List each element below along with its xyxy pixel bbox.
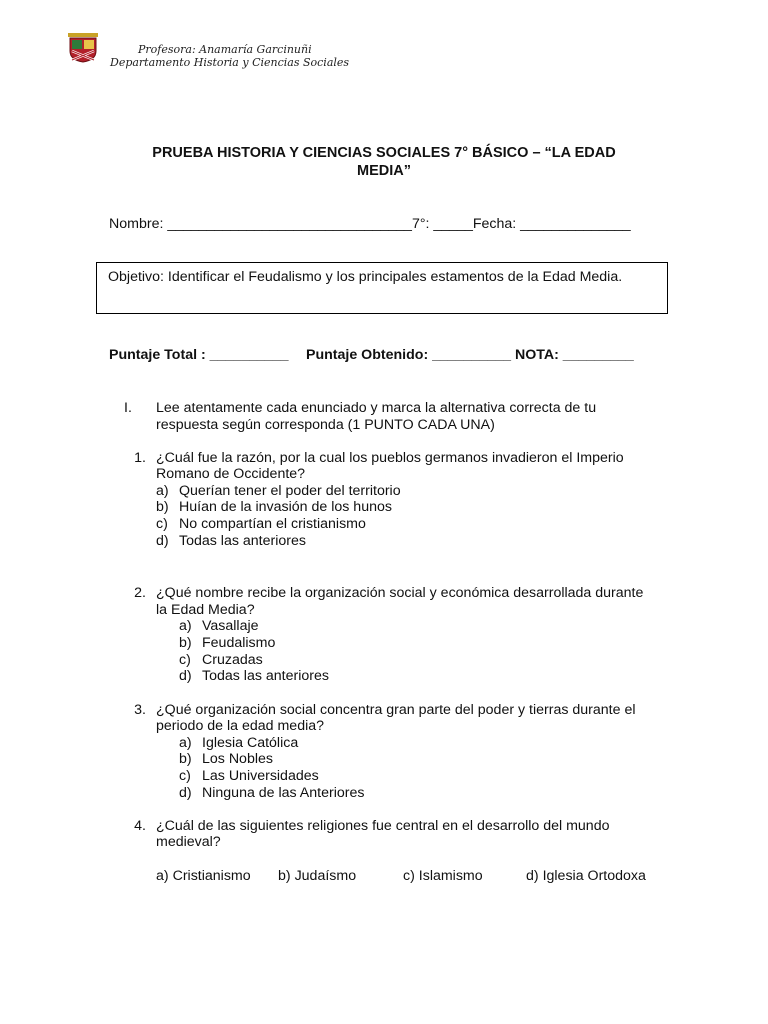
student-info-line[interactable]: Nombre: _______________________________7°: _____Fecha: ______________	[109, 216, 631, 232]
department-name: Departamento Historia y Ciencias Sociales	[110, 56, 350, 69]
question-text-cont: Romano de Occidente?	[156, 466, 306, 482]
option-text: Judaísmo	[294, 868, 357, 884]
question-text-cont: medieval?	[156, 834, 221, 850]
option-c[interactable]	[179, 768, 319, 784]
option-a[interactable]	[156, 868, 251, 884]
option-letter: b)	[179, 751, 192, 767]
option-a[interactable]	[156, 483, 401, 499]
test-title-line1: PRUEBA HISTORIA Y CIENCIAS SOCIALES 7° BÁSICO – “LA EDAD	[152, 145, 616, 161]
question-text-cont: periodo de la edad media?	[156, 718, 325, 734]
section-instructions-line1: Lee atentamente cada enunciado y marca la alternativa correcta de tu	[156, 400, 597, 416]
option-letter: b)	[179, 635, 192, 651]
option-c[interactable]	[179, 652, 263, 668]
option-letter: c)	[403, 868, 415, 884]
option-text: Islamismo	[418, 868, 483, 884]
test-title-line2: MEDIA”	[357, 163, 411, 179]
option-d[interactable]	[156, 533, 306, 549]
teacher-name: Profesora: Anamaría Garcinuñi	[138, 43, 312, 56]
option-letter: d)	[179, 785, 192, 801]
score-total[interactable]: Puntaje Total : __________	[109, 347, 289, 363]
question-text: ¿Qué organización social concentra gran parte del poder y tierras durante el	[156, 702, 636, 718]
option-letter: d)	[179, 668, 192, 684]
question-number: 1.	[134, 450, 146, 466]
test-title	[100, 144, 668, 180]
option-text: Huían de la invasión de los hunos	[179, 499, 392, 515]
option-d[interactable]	[179, 785, 365, 801]
option-text: Iglesia Católica	[202, 735, 299, 751]
option-letter: a)	[156, 483, 169, 499]
school-crest-icon	[68, 33, 98, 63]
option-letter: a)	[179, 618, 192, 634]
option-text: Vasallaje	[202, 618, 259, 634]
option-b[interactable]	[179, 635, 276, 651]
option-text: Los Nobles	[202, 751, 273, 767]
option-letter: b)	[156, 499, 169, 515]
question-text: ¿Qué nombre recibe la organización social y económica desarrollada durante	[156, 585, 644, 601]
objective-box	[96, 262, 668, 314]
question-number: 2.	[134, 585, 146, 601]
question-number: 3.	[134, 702, 146, 718]
option-text: Las Universidades	[202, 768, 319, 784]
option-b[interactable]	[156, 499, 392, 515]
option-letter: b)	[278, 868, 291, 884]
option-text: Iglesia Ortodoxa	[542, 868, 646, 884]
option-letter: d)	[156, 533, 169, 549]
option-letter: a)	[156, 868, 169, 884]
option-b[interactable]	[179, 751, 273, 767]
option-letter: d)	[526, 868, 539, 884]
question-text: ¿Cuál fue la razón, por la cual los pueblos germanos invadieron el Imperio	[156, 450, 624, 466]
option-text: Cruzadas	[202, 652, 263, 668]
option-letter: c)	[156, 516, 168, 532]
option-text: Querían tener el poder del territorio	[179, 483, 401, 499]
option-text: Cristianismo	[172, 868, 251, 884]
option-text: Todas las anteriores	[179, 533, 306, 549]
option-text: Ninguna de las Anteriores	[202, 785, 365, 801]
option-c[interactable]	[403, 868, 483, 884]
option-a[interactable]	[179, 618, 259, 634]
question-text-cont: la Edad Media?	[156, 602, 255, 618]
objective-text: Objetivo: Identificar el Feudalismo y los principales estamentos de la Edad Media.	[108, 269, 623, 285]
question-number: 4.	[134, 818, 146, 834]
option-b[interactable]	[278, 868, 356, 884]
option-c[interactable]	[156, 516, 366, 532]
grade-field[interactable]: NOTA: _________	[515, 347, 634, 363]
score-obtained[interactable]: Puntaje Obtenido: __________	[306, 347, 512, 363]
section-instructions-line2: respuesta según corresponda (1 PUNTO CADA UNA)	[156, 417, 495, 433]
option-d[interactable]	[179, 668, 329, 684]
option-letter: a)	[179, 735, 192, 751]
option-letter: c)	[179, 652, 191, 668]
section-numeral: I.	[124, 400, 132, 416]
option-text: Feudalismo	[202, 635, 276, 651]
question-text: ¿Cuál de las siguientes religiones fue central en el desarrollo del mundo	[156, 818, 610, 834]
option-text: No compartían el cristianismo	[179, 516, 366, 532]
option-text: Todas las anteriores	[202, 668, 329, 684]
option-d[interactable]	[526, 868, 646, 884]
option-a[interactable]	[179, 735, 299, 751]
option-letter: c)	[179, 768, 191, 784]
